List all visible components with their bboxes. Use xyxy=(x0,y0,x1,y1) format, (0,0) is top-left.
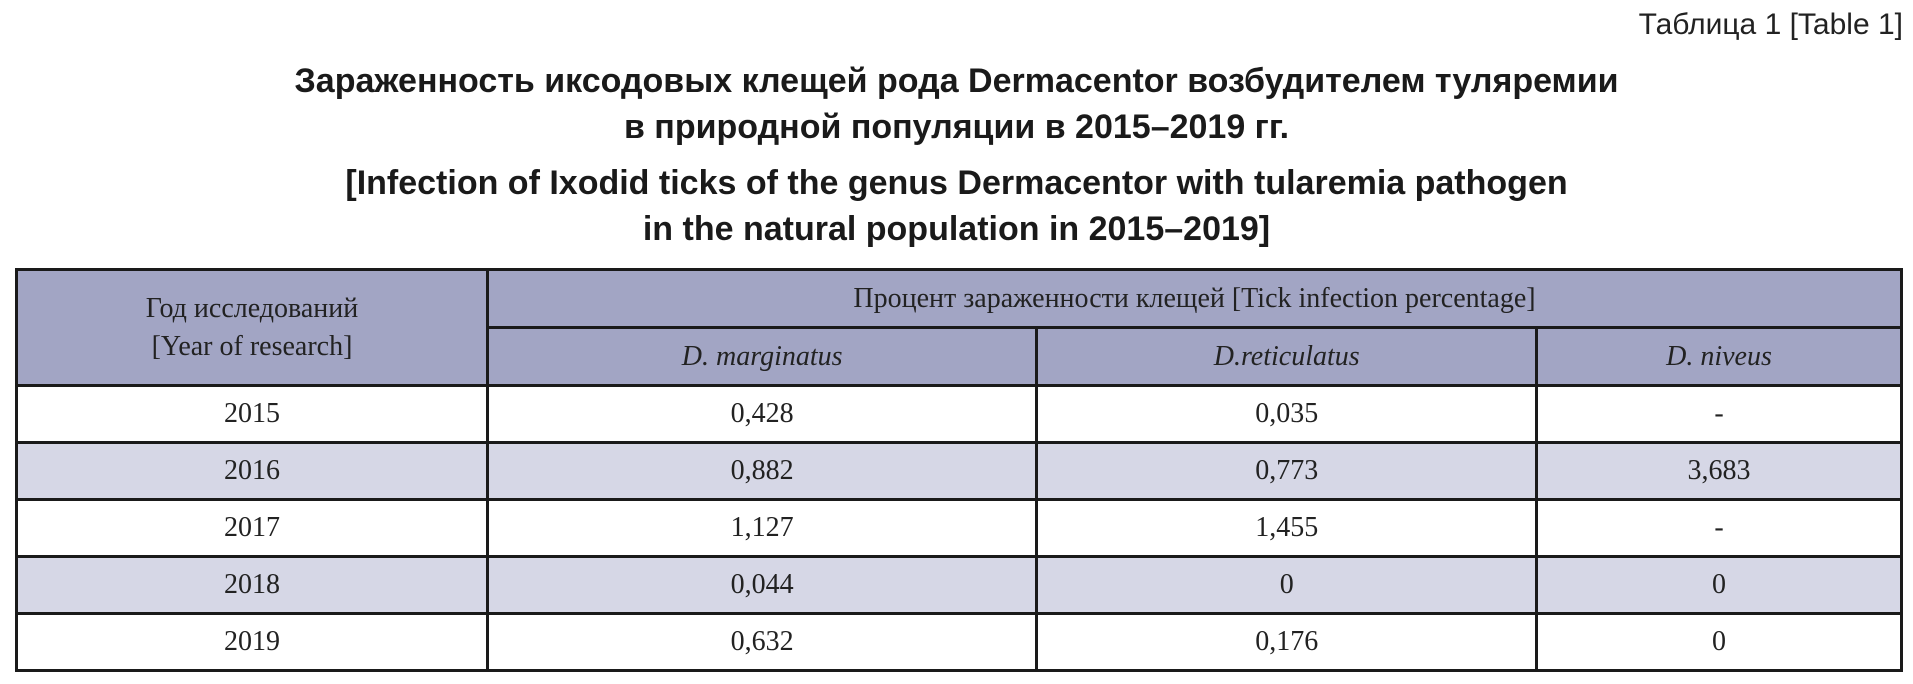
cell-reticulatus: 1,455 xyxy=(1037,500,1537,557)
table-row xyxy=(17,557,1902,614)
cell-year: 2019 xyxy=(17,614,488,671)
header-species-niveus: D. niveus xyxy=(1537,328,1902,386)
header-infection-percentage: Процент зараженности клещей [Tick infection percentage] xyxy=(488,270,1902,328)
header-year xyxy=(17,270,488,386)
title-english xyxy=(0,160,1913,252)
cell-marginatus: 1,127 xyxy=(488,500,1037,557)
header-species-marginatus: D. marginatus xyxy=(488,328,1037,386)
cell-marginatus: 0,632 xyxy=(488,614,1037,671)
infection-table xyxy=(15,268,1903,672)
cell-marginatus: 0,882 xyxy=(488,443,1037,500)
cell-reticulatus: 0 xyxy=(1037,557,1537,614)
cell-reticulatus: 0,035 xyxy=(1037,386,1537,443)
title-ru-line-1: Зараженность иксодовых клещей рода Dermacentor возбудителем туляремии xyxy=(294,62,1619,100)
cell-niveus: - xyxy=(1537,386,1902,443)
cell-reticulatus: 0,773 xyxy=(1037,443,1537,500)
table-row xyxy=(17,386,1902,443)
cell-niveus: - xyxy=(1537,500,1902,557)
title-en-line-2: in the natural population in 2015–2019] xyxy=(642,210,1271,248)
table-row xyxy=(17,614,1902,671)
cell-marginatus: 0,428 xyxy=(488,386,1037,443)
table-row xyxy=(17,443,1902,500)
cell-reticulatus: 0,176 xyxy=(1037,614,1537,671)
title-russian xyxy=(0,58,1913,150)
table-number-label: Таблица 1 [Table 1] xyxy=(1638,8,1903,41)
header-species-reticulatus: D.reticulatus xyxy=(1037,328,1537,386)
cell-year: 2015 xyxy=(17,386,488,443)
cell-niveus: 3,683 xyxy=(1537,443,1902,500)
table-title xyxy=(0,58,1913,252)
cell-year: 2017 xyxy=(17,500,488,557)
cell-marginatus: 0,044 xyxy=(488,557,1037,614)
header-year-en: [Year of research] xyxy=(151,330,353,362)
title-en-line-1: [Infection of Ixodid ticks of the genus Dermacentor with tularemia pathogen xyxy=(345,164,1568,202)
table-row xyxy=(17,500,1902,557)
header-year-ru: Год исследований xyxy=(145,292,359,324)
cell-year: 2016 xyxy=(17,443,488,500)
cell-year: 2018 xyxy=(17,557,488,614)
cell-niveus: 0 xyxy=(1537,614,1902,671)
title-ru-line-2: в природной популяции в 2015–2019 гг. xyxy=(623,108,1290,146)
cell-niveus: 0 xyxy=(1537,557,1902,614)
